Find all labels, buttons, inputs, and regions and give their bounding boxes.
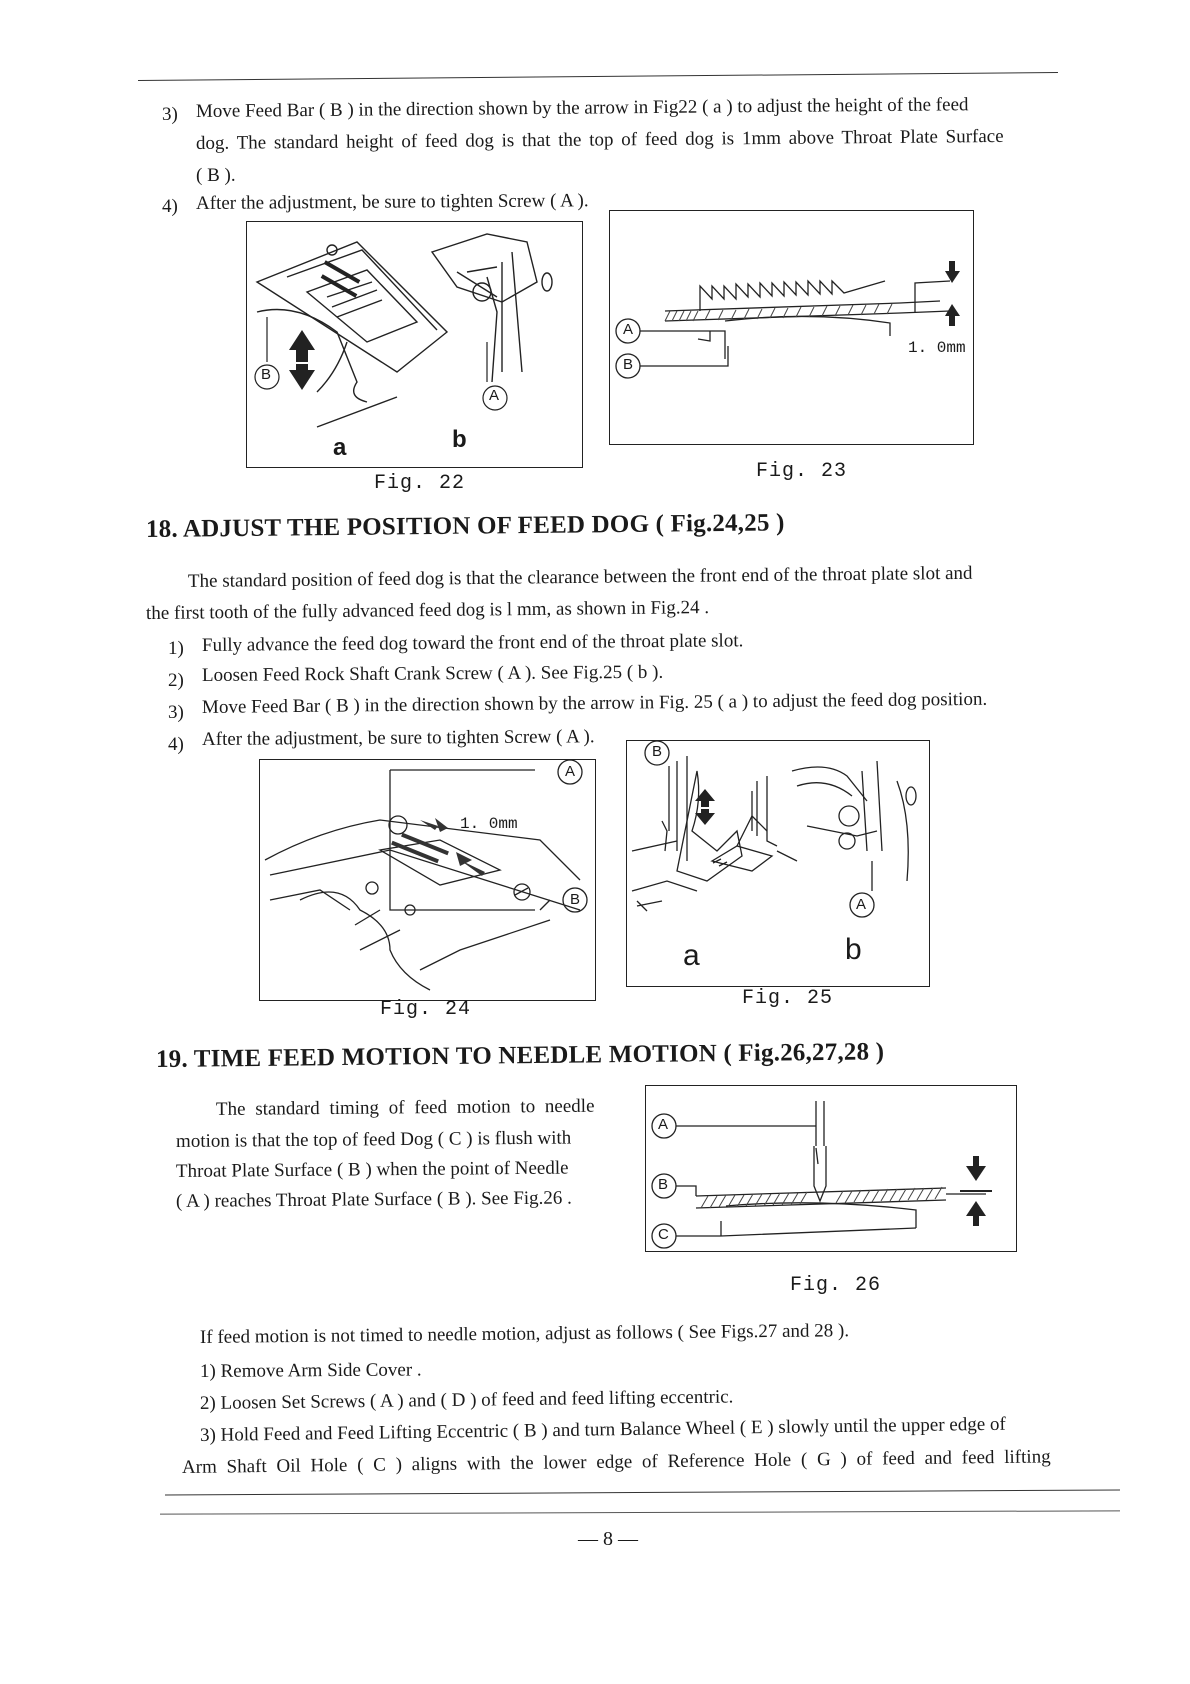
step-text: After the adjustment, be sure to tighten Screw ( A ). bbox=[201, 726, 595, 750]
subfig-label-b: b bbox=[845, 933, 862, 966]
callout-a: A bbox=[658, 1116, 669, 1133]
callout-a: A bbox=[565, 763, 576, 780]
subfig-label-a: a bbox=[683, 939, 700, 972]
step-text: Loosen Feed Rock Shaft Crank Screw ( A ). See Fig.25 ( b ). bbox=[201, 661, 664, 686]
bottom-rule bbox=[165, 1489, 1120, 1495]
step-number: 3) bbox=[168, 702, 184, 723]
callout-a: A bbox=[856, 896, 867, 913]
figure-26 bbox=[645, 1085, 1017, 1252]
section-19-heading: 19. TIME FEED MOTION TO NEEDLE MOTION ( Fig.26,27,28 ) bbox=[155, 1038, 885, 1073]
fig23-drawing bbox=[610, 211, 973, 444]
callout-c: C bbox=[658, 1226, 669, 1243]
fig26-caption: Fig. 26 bbox=[790, 1274, 882, 1297]
adjustment-step: 1) Remove Arm Side Cover . bbox=[199, 1359, 422, 1382]
step-text: Move Feed Bar ( B ) in the direction shown by the arrow in Fig. 25 ( a ) to adjust the feed dog position. bbox=[201, 688, 988, 718]
callout-b: B bbox=[623, 356, 634, 373]
step-text: dog. The standard height of feed dog is that the top of feed dog is 1mm above Throat Plate Surface bbox=[195, 125, 1004, 154]
section-19-para: ( A ) reaches Throat Plate Surface ( B ). See Fig.26 . bbox=[175, 1187, 572, 1212]
callout-a: A bbox=[623, 321, 634, 338]
fig22-drawing bbox=[247, 222, 582, 467]
section-19-para: The standard timing of feed motion to needle bbox=[215, 1095, 595, 1120]
adjustment-step: 2) Loosen Set Screws ( A ) and ( D ) of feed and feed lifting eccentric. bbox=[199, 1386, 734, 1414]
callout-a: A bbox=[489, 387, 500, 404]
adjustment-step: Arm Shaft Oil Hole ( C ) aligns with the lower edge of Reference Hole ( G ) of feed and feed lifting bbox=[181, 1446, 1051, 1478]
figure-22 bbox=[246, 221, 583, 468]
top-rule bbox=[138, 72, 1058, 81]
page-number: — 8 — bbox=[578, 1528, 638, 1550]
subfig-label-b: b bbox=[452, 426, 467, 453]
step-number: 2) bbox=[168, 670, 184, 691]
step-number: 3) bbox=[162, 104, 178, 125]
subfig-label-a: a bbox=[333, 434, 347, 461]
step-text: ( B ). bbox=[196, 165, 236, 186]
dimension-label: 1. 0mm bbox=[908, 339, 966, 357]
step-number: 4) bbox=[168, 734, 184, 755]
section-19-para: Throat Plate Surface ( B ) when the point of Needle bbox=[175, 1157, 569, 1182]
section-18-intro: The standard position of feed dog is that the clearance between the front end of the throat plate slot and bbox=[187, 562, 973, 592]
fig24-drawing bbox=[260, 760, 595, 1000]
adjustment-step: 3) Hold Feed and Feed Lifting Eccentric ( B ) and turn Balance Wheel ( E ) slowly until the upper edge of bbox=[199, 1413, 1006, 1446]
fig24-caption: Fig. 24 bbox=[380, 998, 472, 1021]
figure-25 bbox=[626, 740, 930, 987]
step-text: Fully advance the feed dog toward the front end of the throat plate slot. bbox=[201, 630, 744, 656]
fig26-drawing bbox=[646, 1086, 1016, 1251]
figure-23 bbox=[609, 210, 974, 445]
callout-b: B bbox=[570, 891, 581, 908]
step-text: After the adjustment, be sure to tighten Screw ( A ). bbox=[195, 190, 589, 214]
fig25-drawing bbox=[627, 741, 929, 986]
dimension-label: 1. 0mm bbox=[460, 815, 518, 833]
figure-24 bbox=[259, 759, 596, 1001]
callout-b: B bbox=[658, 1176, 669, 1193]
step-text: Move Feed Bar ( B ) in the direction shown by the arrow in Fig22 ( a ) to adjust the height of the feed bbox=[195, 94, 969, 122]
section-18-heading: 18. ADJUST THE POSITION OF FEED DOG ( Fig.24,25 ) bbox=[145, 509, 785, 543]
fig23-caption: Fig. 23 bbox=[756, 460, 848, 483]
callout-b: B bbox=[652, 743, 663, 760]
fig25-caption: Fig. 25 bbox=[742, 987, 834, 1010]
section-19-para: motion is that the top of feed Dog ( C ) is flush with bbox=[175, 1127, 572, 1152]
bottom-rule-2 bbox=[160, 1510, 1120, 1514]
section-18-intro: the first tooth of the fully advanced feed dog is l mm, as shown in Fig.24 . bbox=[145, 597, 710, 624]
callout-b: B bbox=[261, 366, 272, 383]
fig22-caption: Fig. 22 bbox=[374, 472, 466, 495]
step-number: 4) bbox=[162, 196, 178, 217]
step-number: 1) bbox=[168, 638, 184, 659]
adjustment-intro: If feed motion is not timed to needle motion, adjust as follows ( See Figs.27 and 28 ). bbox=[199, 1320, 850, 1348]
